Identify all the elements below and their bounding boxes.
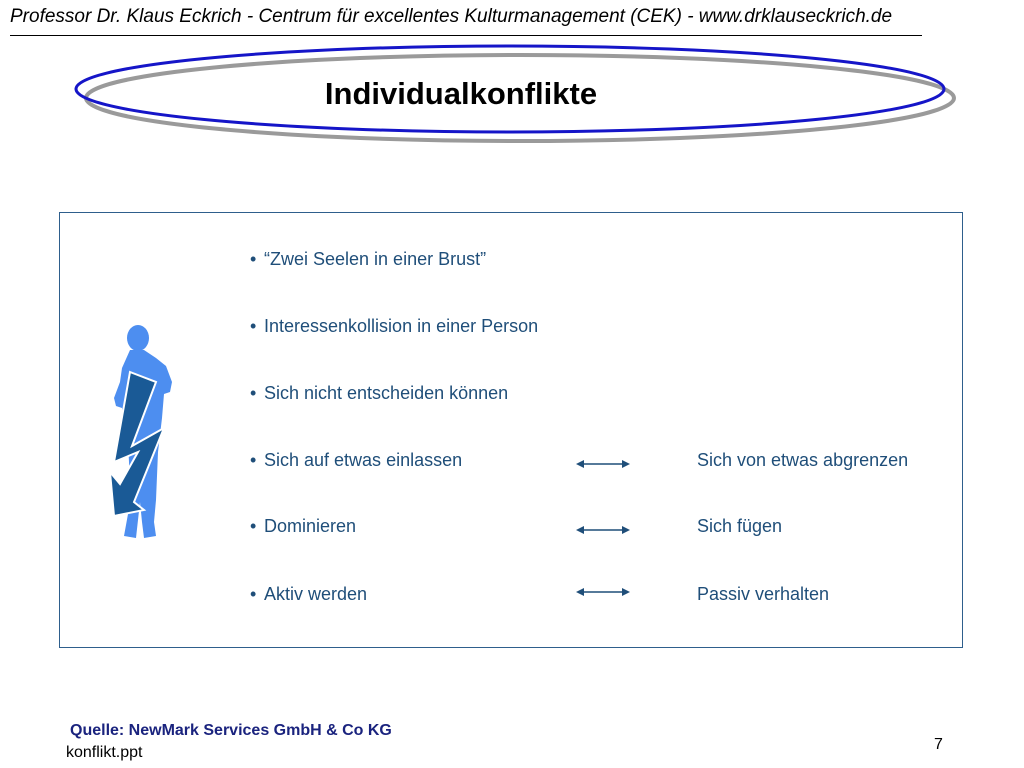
bullet-dot: • [250, 584, 257, 604]
bullet-dot: • [250, 316, 257, 336]
double-arrow-icon [576, 586, 630, 598]
content-box [59, 212, 963, 648]
opposite-text: Sich fügen [697, 516, 783, 536]
person-silhouette-icon [100, 322, 190, 544]
source-credit: Quelle: NewMark Services GmbH & Co KG [70, 722, 392, 739]
double-arrow-icon [576, 524, 630, 536]
bullet-item-1 [250, 249, 486, 273]
bullet-text: Interessenkollision in einer Person [264, 316, 539, 336]
bullet-item-2 [250, 316, 538, 340]
bullet-item-3 [250, 383, 508, 407]
slide-title: Individualkonflikte [324, 76, 598, 111]
double-arrow-icon [576, 458, 630, 470]
bullet-dot: • [250, 383, 257, 403]
bullet-item-6 [250, 584, 367, 608]
file-name: konflikt.ppt [66, 744, 143, 761]
bullet-item-5 [250, 516, 356, 540]
header-text: Professor Dr. Klaus Eckrich - Centrum für excellentes Kulturmanagement (CEK) - www.drklauseckrich.de [10, 6, 893, 27]
opposite-text: Sich von etwas abgrenzen [697, 450, 909, 470]
opposite-text: Passiv verhalten [697, 584, 830, 604]
bullet-text: Sich auf etwas einlassen [264, 450, 463, 470]
bullet-text: Sich nicht entscheiden können [264, 383, 509, 403]
bullet-item-4 [250, 450, 462, 474]
bullet-text: “Zwei Seelen in einer Brust” [264, 249, 487, 269]
bullet-dot: • [250, 450, 257, 470]
bullet-dot: • [250, 516, 257, 536]
bullet-dot: • [250, 249, 257, 269]
bullet-text: Dominieren [264, 516, 357, 536]
bullet-text: Aktiv werden [264, 584, 368, 604]
page-number: 7 [934, 736, 943, 753]
header-divider [10, 35, 922, 36]
